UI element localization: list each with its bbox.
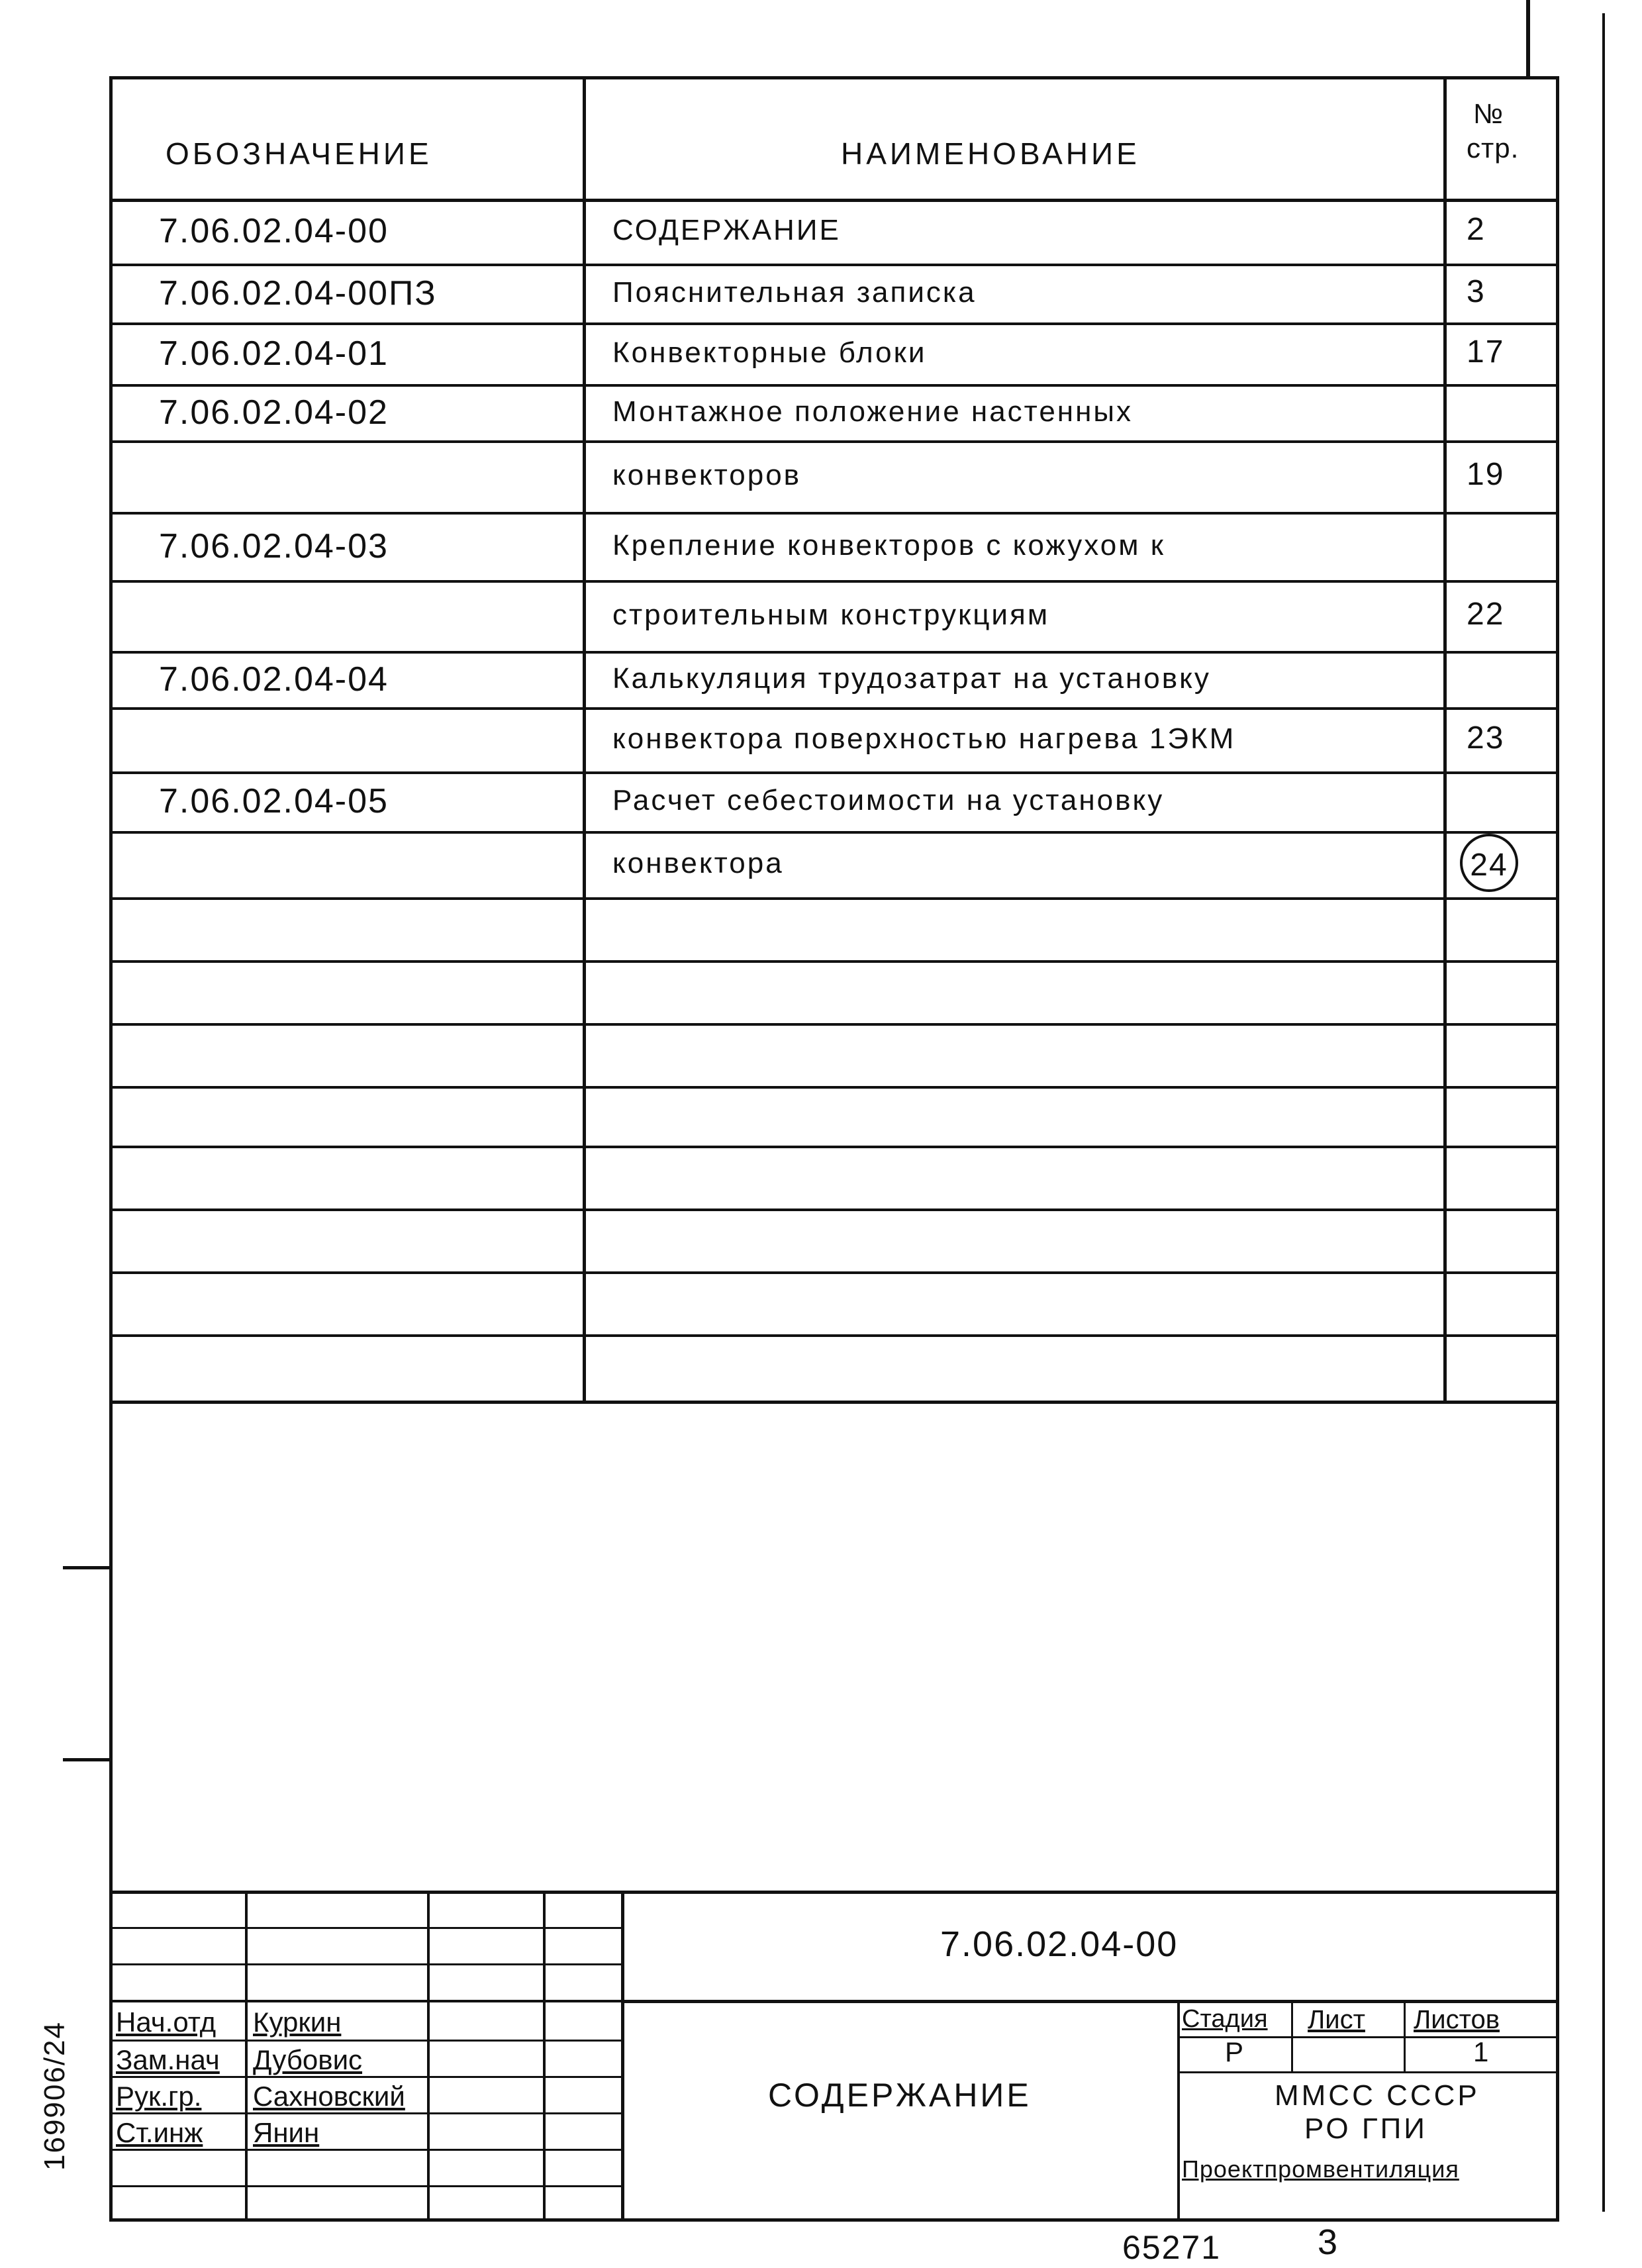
table-row-line <box>109 199 1559 202</box>
tb-row-2 <box>109 1963 622 1965</box>
row-name: Расчет себестоимости на установку <box>612 784 1165 816</box>
table-row-line <box>109 651 1559 654</box>
tb-row-7 <box>109 2149 622 2151</box>
tb-stage-col-1 <box>1291 2000 1293 2073</box>
top-binding-mark <box>1526 0 1530 76</box>
org-line-3: Проектпромвентиляция <box>1182 2155 1459 2183</box>
table-row-line <box>109 1271 1559 1274</box>
row-name: строительным конструкциям <box>612 598 1050 631</box>
table-row-line <box>109 1146 1559 1148</box>
tb-row-6 <box>109 2112 622 2114</box>
column-header-page-number-sign: № <box>1473 98 1504 129</box>
row-code: 7.06.02.04-02 <box>159 393 389 432</box>
row-name: конвектора поверхностью нагрева 1ЭКМ <box>612 722 1236 755</box>
name-4: Янин <box>253 2117 320 2148</box>
left-tick-lower <box>63 1758 109 1761</box>
tb-stage-box-left <box>1177 2000 1180 2222</box>
tb-row-8 <box>109 2185 622 2187</box>
tb-row-5 <box>109 2076 622 2078</box>
row-page: 2 <box>1467 212 1486 247</box>
role-4: Ст.инж <box>116 2117 203 2148</box>
column-divider-2 <box>1443 76 1447 1404</box>
tb-col-4 <box>621 1891 624 2222</box>
tb-code-divider <box>621 2000 1559 2003</box>
table-row-line <box>109 1086 1559 1089</box>
column-header-page: стр. <box>1467 132 1520 164</box>
table-row-line <box>109 384 1559 387</box>
tb-row-1 <box>109 1927 622 1929</box>
table-row-line <box>109 831 1559 834</box>
row-page: 22 <box>1467 596 1505 632</box>
sheets-label: Листов <box>1414 2005 1500 2034</box>
table-row-line <box>109 897 1559 900</box>
row-code: 7.06.02.04-04 <box>159 660 389 699</box>
tb-stage-row-2 <box>1177 2071 1559 2073</box>
tb-row-4 <box>109 2040 622 2042</box>
side-stamp: 169906/24 <box>38 2021 71 2171</box>
table-row-line <box>109 771 1559 774</box>
role-3: Рук.гр. <box>116 2081 202 2112</box>
table-row-line <box>109 512 1559 515</box>
row-name: Монтажное положение настенных <box>612 395 1134 428</box>
org-line-1: ММСС СССР <box>1275 2079 1480 2112</box>
org-line-2: РО ГПИ <box>1304 2112 1427 2145</box>
tb-col-2 <box>427 1891 430 2222</box>
column-divider-1 <box>583 76 586 1404</box>
row-name: Калькуляция трудозатрат на установку <box>612 662 1211 695</box>
name-3: Сахновский <box>253 2081 405 2112</box>
row-page-circled: 24 <box>1460 834 1518 892</box>
row-name: конвекторов <box>612 459 802 491</box>
tb-stage-col-2 <box>1404 2000 1406 2073</box>
tb-col-3 <box>543 1891 546 2222</box>
name-2: Дубовис <box>253 2044 363 2075</box>
row-code: 7.06.02.04-01 <box>159 334 389 373</box>
left-tick-upper <box>63 1566 109 1569</box>
row-code: 7.06.02.04-03 <box>159 526 389 566</box>
table-row-line <box>109 322 1559 325</box>
table-row-line <box>109 1208 1559 1211</box>
right-margin-line <box>1602 13 1605 2212</box>
table-row-line <box>109 1334 1559 1337</box>
title-block-doc-code: 7.06.02.04-00 <box>940 1924 1179 1964</box>
row-page: 23 <box>1467 720 1505 756</box>
row-page <box>1460 834 1518 892</box>
table-row-line <box>109 707 1559 710</box>
tb-row-3 <box>109 2000 622 2002</box>
table-row-line <box>109 264 1559 266</box>
column-header-name: НАИМЕНОВАНИЕ <box>841 136 1140 171</box>
row-page: 19 <box>1467 457 1505 492</box>
role-1: Нач.отд <box>116 2006 217 2038</box>
title-block-top <box>109 1891 1559 1894</box>
table-row-line <box>109 440 1559 443</box>
table-row-line <box>109 1023 1559 1026</box>
row-code: 7.06.02.04-00ПЗ <box>159 273 437 313</box>
page-number: 3 <box>1318 2222 1339 2262</box>
stage-label: Стадия <box>1182 2005 1268 2033</box>
row-code: 7.06.02.04-00 <box>159 212 389 250</box>
row-page: 3 <box>1467 273 1486 309</box>
role-2: Зам.нач <box>116 2044 220 2075</box>
stage-value: Р <box>1225 2036 1245 2067</box>
column-header-code: ОБОЗНАЧЕНИЕ <box>166 136 432 171</box>
title-block-doc-title: СОДЕРЖАНИЕ <box>768 2077 1032 2114</box>
row-name: Пояснительная записка <box>612 275 977 309</box>
row-name: Крепление конвекторов с кожухом к <box>612 528 1165 562</box>
table-row-line <box>109 580 1559 583</box>
archive-number: 65271 <box>1122 2229 1222 2266</box>
tb-col-1 <box>245 1891 248 2222</box>
sheets-value: 1 <box>1473 2036 1490 2067</box>
row-page: 17 <box>1467 334 1505 370</box>
sheet-label: Лист <box>1308 2005 1365 2034</box>
name-1: Куркин <box>253 2006 342 2038</box>
row-name: Конвекторные блоки <box>612 336 927 369</box>
row-name: СОДЕРЖАНИЕ <box>612 214 841 246</box>
table-bottom-line <box>109 1401 1559 1404</box>
table-row-line <box>109 960 1559 963</box>
row-name: конвектора <box>612 847 784 879</box>
row-code: 7.06.02.04-05 <box>159 782 389 820</box>
